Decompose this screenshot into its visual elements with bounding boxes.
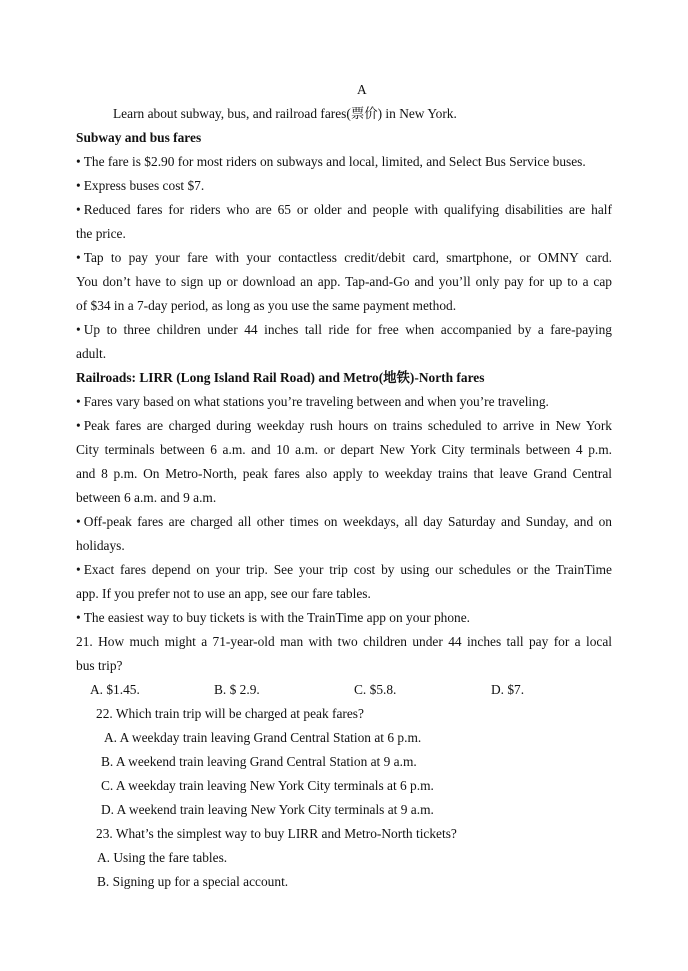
question-22-option-c[interactable]: C. A weekday train leaving New York City terminals at 6 p.m.	[101, 778, 434, 793]
bullet-icon: •	[76, 418, 81, 433]
question-22-option-d[interactable]: D. A weekend train leaving New York City terminals at 9 a.m.	[101, 802, 434, 817]
question-21-option-c[interactable]: C. $5.8.	[354, 682, 397, 697]
bullet-item	[76, 154, 586, 170]
bullet-continuation: app. If you prefer not to use an app, see our fare tables.	[76, 586, 371, 601]
question-21-option-d[interactable]: D. $7.	[491, 682, 525, 697]
bullet-text: Reduced fares for riders who are 65 or older and people with qualifying disabilities are half	[83, 202, 612, 217]
bullet-text: Peak fares are charged during weekday rush hours on trains scheduled to arrive in New York	[83, 418, 612, 433]
question-23-option-b[interactable]: B. Signing up for a special account.	[97, 874, 289, 889]
bullet-text: Off-peak fares are charged all other times on weekdays, all day Saturday and Sunday, and on	[83, 514, 612, 529]
bullet-text: Express buses cost $7.	[83, 178, 205, 193]
bullet-text: Exact fares depend on your trip. See your trip cost by using our schedules or the TrainTime	[83, 562, 612, 577]
bullet-item	[76, 322, 612, 338]
question-22-stem: 22. Which train trip will be charged at peak fares?	[96, 706, 364, 721]
bullet-text: Fares vary based on what stations you’re traveling between and when you’re traveling.	[83, 394, 549, 409]
question-21-option-a[interactable]: A. $1.45.	[90, 682, 140, 697]
bullet-continuation: adult.	[76, 346, 107, 361]
bullet-continuation: between 6 a.m. and 9 a.m.	[76, 490, 217, 505]
bullet-item	[76, 610, 470, 626]
bullet-continuation: holidays.	[76, 538, 125, 553]
bullet-icon: •	[76, 202, 81, 217]
bullet-text: Tap to pay your fare with your contactless credit/debit card, smartphone, or OMNY card.	[83, 250, 612, 265]
question-23-option-a[interactable]: A. Using the fare tables.	[97, 850, 228, 865]
bullet-icon: •	[76, 562, 81, 577]
bullet-icon: •	[76, 394, 81, 409]
bullet-continuation: of $34 in a 7-day period, as long as you use the same payment method.	[76, 298, 457, 313]
bullet-icon: •	[76, 250, 81, 265]
bullet-item	[76, 202, 612, 218]
bullet-item	[76, 514, 612, 530]
bullet-item	[76, 418, 612, 434]
section-heading-railroads: Railroads: LIRR (Long Island Rail Road) and Metro(地铁)-North fares	[76, 370, 485, 385]
question-21-option-b[interactable]: B. $ 2.9.	[214, 682, 260, 697]
question-21-stem-continued: bus trip?	[76, 658, 123, 673]
bullet-continuation: and 8 p.m. On Metro-North, peak fares also apply to weekday trains that leave Grand Central	[76, 466, 612, 481]
bullet-text: Up to three children under 44 inches tall ride for free when accompanied by a fare-paying	[83, 322, 612, 337]
bullet-text: The fare is $2.90 for most riders on subways and local, limited, and Select Bus Service buses.	[83, 154, 586, 169]
bullet-icon: •	[76, 322, 81, 337]
question-22-option-b[interactable]: B. A weekend train leaving Grand Central Station at 9 a.m.	[101, 754, 417, 769]
bullet-icon: •	[76, 610, 81, 625]
bullet-continuation: City terminals between 6 a.m. and 10 a.m. or depart New York City terminals between 4 p.m.	[76, 442, 612, 457]
bullet-text: The easiest way to buy tickets is with the TrainTime app on your phone.	[83, 610, 471, 625]
bullet-icon: •	[76, 178, 81, 193]
bullet-continuation: the price.	[76, 226, 126, 241]
bullet-icon: •	[76, 514, 81, 529]
question-22-option-a[interactable]: A. A weekday train leaving Grand Central Station at 6 p.m.	[104, 730, 422, 745]
section-heading-subway-bus: Subway and bus fares	[76, 130, 202, 145]
bullet-item	[76, 394, 549, 410]
bullet-item	[76, 178, 204, 194]
question-21-stem: 21. How much might a 71-year-old man with two children under 44 inches tall pay for a local	[76, 634, 612, 649]
bullet-item	[76, 250, 612, 266]
bullet-continuation: You don’t have to sign up or download an app. Tap-and-Go and you’ll only pay for up to a cap	[76, 274, 612, 289]
passage-intro: Learn about subway, bus, and railroad fares(票价) in New York.	[113, 106, 457, 121]
bullet-item	[76, 562, 612, 578]
bullet-icon: •	[76, 154, 81, 169]
passage-label: A	[357, 82, 367, 97]
question-23-stem: 23. What’s the simplest way to buy LIRR and Metro-North tickets?	[96, 826, 457, 841]
